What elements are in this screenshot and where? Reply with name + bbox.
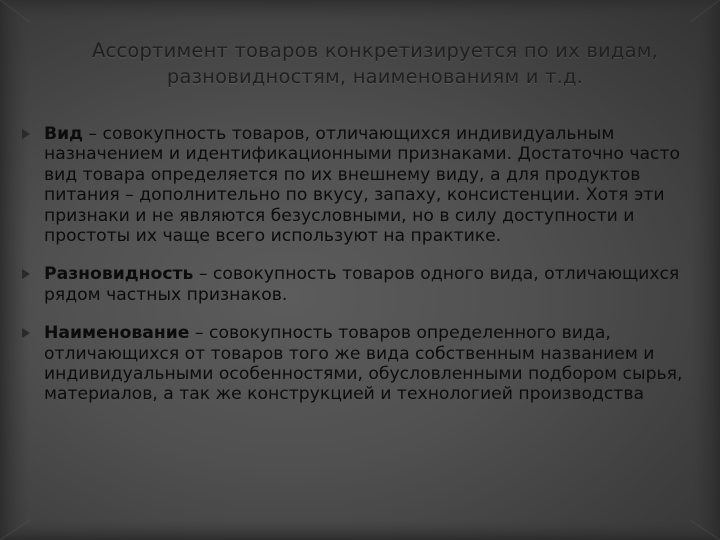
slide-body — [44, 124, 704, 405]
triangle-bullet-icon — [22, 129, 30, 139]
triangle-bullet-icon — [22, 328, 30, 338]
definition-raznovidnost: – совокупность товаров одного вида, отличающихся рядом частных признаков. — [44, 264, 680, 305]
slide-title: Ассортимент товаров конкретизируется по их видам, разновидностям, наименованиям и т.д. — [91, 39, 659, 88]
definition-paragraph-naimenovanie — [44, 323, 704, 405]
definition-paragraph-raznovidnost — [44, 264, 704, 305]
triangle-bullet-icon — [22, 269, 30, 279]
definition-vid: – совокупность товаров, отличающихся индивидуальным назначением и идентификационными признаками. Достаточно часто вид товара определяется по их внешнему виду, а для продуктов питания – дополнительно по вкусу, запаху, консистенции. Хотя эти признаки и не являются безусловными, но в силу доступности и простоты их чаще всего используют на практике. — [44, 124, 681, 247]
term-raznovidnost: Разновидность — [44, 264, 194, 285]
definition-paragraph-vid — [44, 124, 704, 246]
definition-naimenovanie: – совокупность товаров определенного вида, отличающихся от товаров того же вида собственным названием и индивидуальными особенностями, обусловленными подбором сырья, материалов, а так же конструкцией и технологией производства — [44, 323, 683, 405]
term-naimenovanie: Наименование — [44, 323, 190, 344]
term-vid: Вид — [44, 124, 84, 144]
